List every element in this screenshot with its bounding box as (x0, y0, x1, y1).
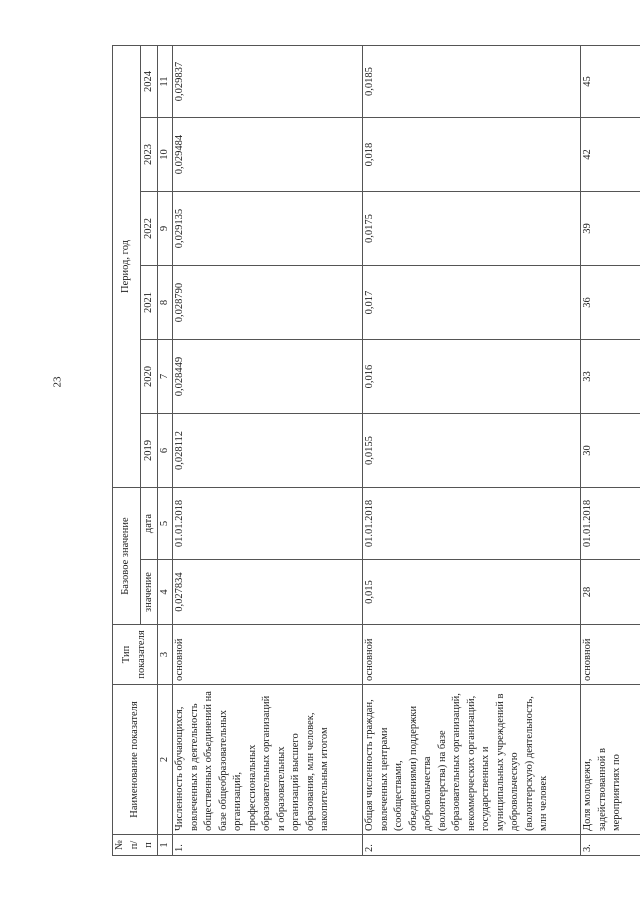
row-value: 0,028449 (173, 340, 363, 414)
row-value: 0,029484 (173, 118, 363, 192)
col-number: 2 (157, 685, 173, 835)
row-num: 2. (363, 835, 581, 856)
header-year: 2019 (141, 414, 157, 488)
col-number: 9 (157, 192, 173, 266)
row-base-date: 01.01.2018 (173, 488, 363, 560)
table-row (581, 46, 640, 856)
row-value: 0,028790 (173, 266, 363, 340)
row-base-value: 0,027834 (173, 560, 363, 625)
row-base-date: 01.01.2018 (363, 488, 581, 560)
col-number: 3 (157, 625, 173, 685)
header-year: 2022 (141, 192, 157, 266)
col-number: 8 (157, 266, 173, 340)
row-value: 42 (581, 118, 640, 192)
row-base-value: 28 (581, 560, 640, 625)
row-base-date: 01.01.2018 (581, 488, 640, 560)
col-number: 5 (157, 488, 173, 560)
row-value: 33 (581, 340, 640, 414)
header-year: 2020 (141, 340, 157, 414)
header-value: значение (141, 560, 157, 625)
table-row (173, 46, 363, 856)
col-number: 7 (157, 340, 173, 414)
header-baseline: Базовое значение (113, 488, 141, 625)
row-value: 0,0185 (363, 46, 581, 118)
row-num: 3. (581, 835, 640, 856)
row-value: 0,0175 (363, 192, 581, 266)
header-type: Тип показателя (113, 625, 158, 685)
header-year: 2023 (141, 118, 157, 192)
header-year: 2024 (141, 46, 157, 118)
col-number: 4 (157, 560, 173, 625)
col-number: 1 (157, 835, 173, 856)
header-period: Период, год (113, 46, 141, 488)
row-value: 0,029837 (173, 46, 363, 118)
col-number: 11 (157, 46, 173, 118)
row-value: 39 (581, 192, 640, 266)
table-row (363, 46, 581, 856)
row-num: 1. (173, 835, 363, 856)
row-type: основной (173, 625, 363, 685)
header-year: 2021 (141, 266, 157, 340)
row-value: 0,0155 (363, 414, 581, 488)
indicator-table-rotated (112, 46, 640, 856)
col-number: 6 (157, 414, 173, 488)
row-type: основной (363, 625, 581, 685)
header-date: дата (141, 488, 157, 560)
row-value: 0,028112 (173, 414, 363, 488)
row-value: 0,017 (363, 266, 581, 340)
row-base-value: 0,015 (363, 560, 581, 625)
page-number: 23 (51, 376, 64, 388)
row-value: 0,018 (363, 118, 581, 192)
row-value: 36 (581, 266, 640, 340)
row-value: 0,016 (363, 340, 581, 414)
row-name: Доля молодежи, задействованной в мероприятиях по (581, 685, 640, 835)
row-value: 45 (581, 46, 640, 118)
col-number: 10 (157, 118, 173, 192)
row-value: 0,029135 (173, 192, 363, 266)
header-name: Наименование показателя (113, 685, 158, 835)
indicator-table (112, 45, 640, 856)
row-type: основной (581, 625, 640, 685)
row-value: 30 (581, 414, 640, 488)
row-name: Численность обучающихся, вовлеченных в деятельность общественных объединений на базе общеобразовательных организаций, профессиональных образовательных организаций и образовательных организаций высшего образования, млн человек, накопительным итогом (173, 685, 363, 835)
header-num: № п/п (113, 835, 158, 856)
row-name: Общая численность граждан, вовлеченных центрами (сообществами, объединениями) поддержки добровольчества (волонтерства) на базе образовательных организаций, некоммерческих организаций, государственных и муниципальных учреждений в добровольческую (волонтерскую) деятельность, млн человек (363, 685, 581, 835)
